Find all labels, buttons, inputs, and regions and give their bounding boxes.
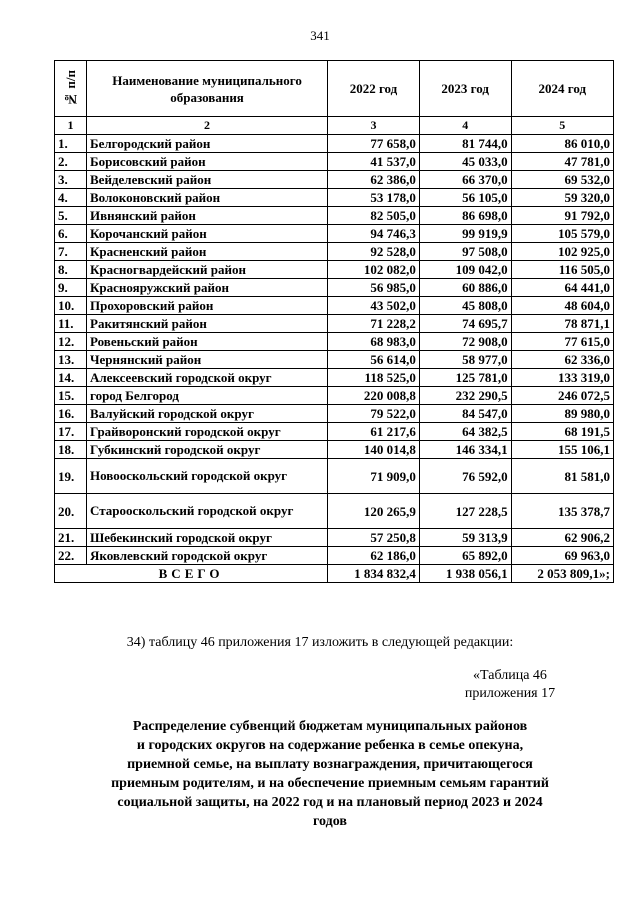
table-row <box>55 333 614 351</box>
row-number: 16. <box>55 405 87 423</box>
value-2022: 62 386,0 <box>328 171 420 189</box>
index-cell: 5 <box>511 117 613 135</box>
row-number: 1. <box>55 135 87 153</box>
value-2024: 64 441,0 <box>511 279 613 297</box>
value-2023: 56 105,0 <box>419 189 511 207</box>
table-row <box>55 297 614 315</box>
table-row <box>55 369 614 387</box>
row-number: 15. <box>55 387 87 405</box>
value-2022: 62 186,0 <box>328 547 420 565</box>
row-name: Ровеньский район <box>87 333 328 351</box>
row-number: 3. <box>55 171 87 189</box>
value-2024: 91 792,0 <box>511 207 613 225</box>
row-name: Вейделевский район <box>87 171 328 189</box>
row-number: 10. <box>55 297 87 315</box>
value-2022: 43 502,0 <box>328 297 420 315</box>
title-line: и городских округов на содержание ребенка в семье опекуна, <box>136 738 524 753</box>
row-name: город Белгород <box>87 387 328 405</box>
table-row <box>55 459 614 494</box>
value-2023: 97 508,0 <box>419 243 511 261</box>
value-2024: 246 072,5 <box>511 387 613 405</box>
value-2022: 53 178,0 <box>328 189 420 207</box>
header-2024: 2024 год <box>511 61 613 117</box>
total-2023: 1 938 056,1 <box>419 565 511 583</box>
value-2024: 81 581,0 <box>511 459 613 494</box>
value-2024: 86 010,0 <box>511 135 613 153</box>
value-2023: 76 592,0 <box>419 459 511 494</box>
row-name: Ивнянский район <box>87 207 328 225</box>
value-2023: 59 313,9 <box>419 529 511 547</box>
row-number: 12. <box>55 333 87 351</box>
value-2023: 60 886,0 <box>419 279 511 297</box>
row-name: Белгородский район <box>87 135 328 153</box>
row-number: 5. <box>55 207 87 225</box>
table-row <box>55 261 614 279</box>
value-2022: 68 983,0 <box>328 333 420 351</box>
value-2023: 72 908,0 <box>419 333 511 351</box>
value-2023: 45 033,0 <box>419 153 511 171</box>
table-header-row <box>55 61 614 117</box>
total-2022: 1 834 832,4 <box>328 565 420 583</box>
header-2022: 2022 год <box>328 61 420 117</box>
row-name: Ракитянский район <box>87 315 328 333</box>
row-name: Алексеевский городской округ <box>87 369 328 387</box>
value-2024: 105 579,0 <box>511 225 613 243</box>
value-2024: 47 781,0 <box>511 153 613 171</box>
index-cell: 1 <box>55 117 87 135</box>
row-name: Волоконовский район <box>87 189 328 207</box>
value-2023: 58 977,0 <box>419 351 511 369</box>
value-2022: 140 014,8 <box>328 441 420 459</box>
row-number: 8. <box>55 261 87 279</box>
value-2022: 82 505,0 <box>328 207 420 225</box>
row-name: Красногвардейский район <box>87 261 328 279</box>
row-number: 17. <box>55 423 87 441</box>
value-2022: 220 008,8 <box>328 387 420 405</box>
value-2024: 62 906,2 <box>511 529 613 547</box>
table-row <box>55 171 614 189</box>
value-2023: 66 370,0 <box>419 171 511 189</box>
value-2022: 94 746,3 <box>328 225 420 243</box>
page-number: 341 <box>310 28 330 43</box>
value-2023: 84 547,0 <box>419 405 511 423</box>
table-row <box>55 547 614 565</box>
value-2024: 155 106,1 <box>511 441 613 459</box>
value-2022: 56 614,0 <box>328 351 420 369</box>
row-number: 14. <box>55 369 87 387</box>
row-number: 22. <box>55 547 87 565</box>
value-2022: 71 909,0 <box>328 459 420 494</box>
value-2024: 69 963,0 <box>511 547 613 565</box>
value-2023: 99 919,9 <box>419 225 511 243</box>
table-row <box>55 243 614 261</box>
value-2024: 69 532,0 <box>511 171 613 189</box>
row-name: Красненский район <box>87 243 328 261</box>
row-number: 18. <box>55 441 87 459</box>
row-number: 6. <box>55 225 87 243</box>
row-name: Грайворонский городской округ <box>87 423 328 441</box>
row-name: Старооскольский городской округ <box>87 494 328 529</box>
table-row <box>55 405 614 423</box>
table-row <box>55 423 614 441</box>
row-name: Новооскольский городской округ <box>87 459 328 494</box>
header-num: № п/п <box>55 61 87 117</box>
table-row <box>55 189 614 207</box>
row-number: 4. <box>55 189 87 207</box>
table-ref-line: приложения 17 <box>464 686 556 701</box>
table-row <box>55 529 614 547</box>
value-2024: 89 980,0 <box>511 405 613 423</box>
index-row <box>55 117 614 135</box>
value-2023: 146 334,1 <box>419 441 511 459</box>
row-number: 20. <box>55 494 87 529</box>
value-2022: 61 217,6 <box>328 423 420 441</box>
value-2022: 71 228,2 <box>328 315 420 333</box>
value-2024: 68 191,5 <box>511 423 613 441</box>
row-name: Борисовский район <box>87 153 328 171</box>
header-name: Наименование муниципального образования <box>87 61 328 117</box>
index-cell: 2 <box>87 117 328 135</box>
value-2022: 118 525,0 <box>328 369 420 387</box>
value-2024: 133 319,0 <box>511 369 613 387</box>
title-line: Распределение субвенций бюджетам муниципальных районов <box>132 719 528 734</box>
row-name: Валуйский городской округ <box>87 405 328 423</box>
table-row <box>55 135 614 153</box>
value-2022: 79 522,0 <box>328 405 420 423</box>
value-2024: 48 604,0 <box>511 297 613 315</box>
section-title <box>100 717 560 831</box>
value-2024: 78 871,1 <box>511 315 613 333</box>
value-2023: 65 892,0 <box>419 547 511 565</box>
row-name: Корочанский район <box>87 225 328 243</box>
value-2023: 127 228,5 <box>419 494 511 529</box>
subsidy-table <box>54 60 614 583</box>
value-2024: 102 925,0 <box>511 243 613 261</box>
value-2024: 116 505,0 <box>511 261 613 279</box>
value-2023: 125 781,0 <box>419 369 511 387</box>
title-line: приемным родителям, и на обеспечение приемным семьям гарантий <box>111 776 549 791</box>
value-2024: 62 336,0 <box>511 351 613 369</box>
value-2024: 135 378,7 <box>511 494 613 529</box>
row-name: Яковлевский городской округ <box>87 547 328 565</box>
row-number: 21. <box>55 529 87 547</box>
value-2023: 74 695,7 <box>419 315 511 333</box>
table-row <box>55 351 614 369</box>
value-2022: 77 658,0 <box>328 135 420 153</box>
row-number: 2. <box>55 153 87 171</box>
table-row <box>55 225 614 243</box>
value-2022: 92 528,0 <box>328 243 420 261</box>
row-number: 9. <box>55 279 87 297</box>
row-number: 7. <box>55 243 87 261</box>
row-name: Губкинский городской округ <box>87 441 328 459</box>
header-2023: 2023 год <box>419 61 511 117</box>
value-2023: 64 382,5 <box>419 423 511 441</box>
value-2022: 56 985,0 <box>328 279 420 297</box>
amendment-paragraph: 34) таблицу 46 приложения 17 изложить в следующей редакции: <box>126 635 514 650</box>
value-2023: 45 808,0 <box>419 297 511 315</box>
value-2024: 59 320,0 <box>511 189 613 207</box>
value-2023: 81 744,0 <box>419 135 511 153</box>
total-label: ВСЕГО <box>55 565 328 583</box>
total-row <box>55 565 614 583</box>
table-ref-line: «Таблица 46 <box>473 668 547 683</box>
index-cell: 4 <box>419 117 511 135</box>
title-line: социальной защиты, на 2022 год и на плановый период 2023 и 2024 годов <box>117 795 543 829</box>
table-reference <box>420 667 600 703</box>
value-2023: 232 290,5 <box>419 387 511 405</box>
table-row <box>55 315 614 333</box>
row-name: Шебекинский городской округ <box>87 529 328 547</box>
value-2022: 120 265,9 <box>328 494 420 529</box>
row-name: Прохоровский район <box>87 297 328 315</box>
table-row <box>55 441 614 459</box>
row-name: Чернянский район <box>87 351 328 369</box>
row-number: 19. <box>55 459 87 494</box>
table-row <box>55 279 614 297</box>
table-body <box>55 135 614 565</box>
value-2022: 57 250,8 <box>328 529 420 547</box>
total-2024: 2 053 809,1»; <box>511 565 613 583</box>
value-2022: 102 082,0 <box>328 261 420 279</box>
value-2023: 86 698,0 <box>419 207 511 225</box>
value-2022: 41 537,0 <box>328 153 420 171</box>
row-number: 11. <box>55 315 87 333</box>
row-number: 13. <box>55 351 87 369</box>
row-name: Краснояружский район <box>87 279 328 297</box>
table-row <box>55 153 614 171</box>
index-cell: 3 <box>328 117 420 135</box>
value-2023: 109 042,0 <box>419 261 511 279</box>
value-2024: 77 615,0 <box>511 333 613 351</box>
title-line: приемной семье, на выплату вознаграждения, причитающегося <box>127 757 533 772</box>
table-row <box>55 207 614 225</box>
table-row <box>55 387 614 405</box>
table-row <box>55 494 614 529</box>
